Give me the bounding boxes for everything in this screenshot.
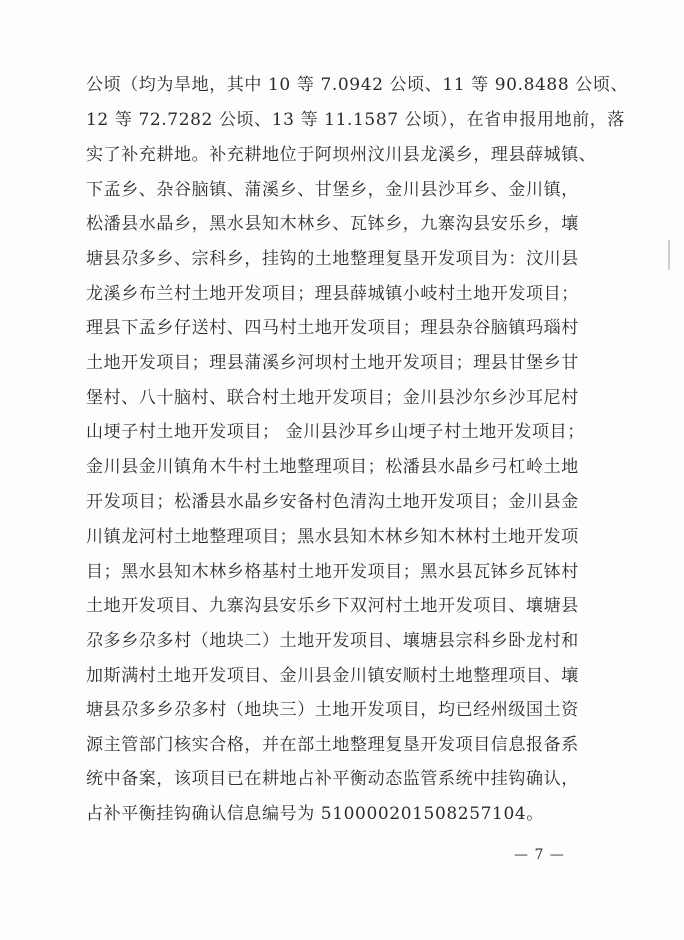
page-number: — 7 — — [514, 847, 565, 863]
text-line-8: 理县下孟乡仔送村、四马村土地开发项目；理县杂谷脑镇玛瑙村 — [86, 318, 579, 338]
text-line-10: 堡村、八十脑村、联合村土地开发项目；金川县沙尔乡沙耳尼村 — [86, 388, 579, 408]
text-line-5: 松潘县水晶乡，黑水县知木林乡、瓦钵乡，九寨沟县安乐乡，壤 — [86, 214, 579, 234]
text-line-18: 加斯满村土地开发项目、金川县金川镇安顺村土地整理项目、壤 — [86, 666, 579, 686]
text-line-7: 龙溪乡布兰村土地开发项目；理县薛城镇小岐村土地开发项目； — [86, 284, 579, 304]
text-line-2: 12 等 72.7282 公顷、13 等 11.1587 公顷），在省申报用地前，落 — [86, 110, 625, 130]
text-line-19: 塘县尕多乡尕多村（地块三）土地开发项目，均已经州级国土资 — [86, 700, 579, 720]
text-line-20: 源主管部门核实合格，并在部土地整理复垦开发项目信息报备系 — [86, 735, 579, 755]
text-line-22: 占补平衡挂钩确认信息编号为 510000201508257104。 — [86, 804, 544, 824]
text-line-16: 土地开发项目、九寨沟县安乐乡下双河村土地开发项目、壤塘县 — [86, 596, 579, 616]
text-line-14: 川镇龙河村土地整理项目；黑水县知木林乡知木林村土地开发项 — [86, 527, 579, 547]
text-line-4: 下孟乡、杂谷脑镇、蒲溪乡、甘堡乡，金川县沙耳乡、金川镇， — [86, 180, 579, 200]
text-line-1: 公顷（均为旱地，其中 10 等 7.0942 公顷、11 等 90.8488 公顷、 — [86, 75, 629, 95]
text-line-6: 塘县尕多乡、宗科乡，挂钩的土地整理复垦开发项目为：汶川县 — [86, 249, 579, 269]
text-line-12: 金川县金川镇角木牛村土地整理项目；松潘县水晶乡弓杠岭土地 — [86, 457, 579, 477]
text-line-17: 尕多乡尕多村（地块二）土地开发项目、壤塘县宗科乡卧龙村和 — [86, 631, 579, 651]
text-line-21: 统中备案，该项目已在耕地占补平衡动态监管系统中挂钩确认， — [86, 769, 579, 789]
text-line-9: 土地开发项目；理县蒲溪乡河坝村土地开发项目；理县甘堡乡甘 — [86, 353, 579, 373]
text-line-15: 目；黑水县知木林乡格基村土地开发项目；黑水县瓦钵乡瓦钵村 — [86, 562, 579, 582]
text-line-13: 开发项目；松潘县水晶乡安备村色清沟土地开发项目；金川县金 — [86, 492, 579, 512]
text-line-3: 实了补充耕地。补充耕地位于阿坝州汶川县龙溪乡，理县薛城镇、 — [86, 145, 597, 165]
scan-edge-mark — [668, 240, 670, 270]
text-line-11: 山埂子村土地开发项目； 金川县沙耳乡山埂子村土地开发项目； — [86, 422, 585, 442]
